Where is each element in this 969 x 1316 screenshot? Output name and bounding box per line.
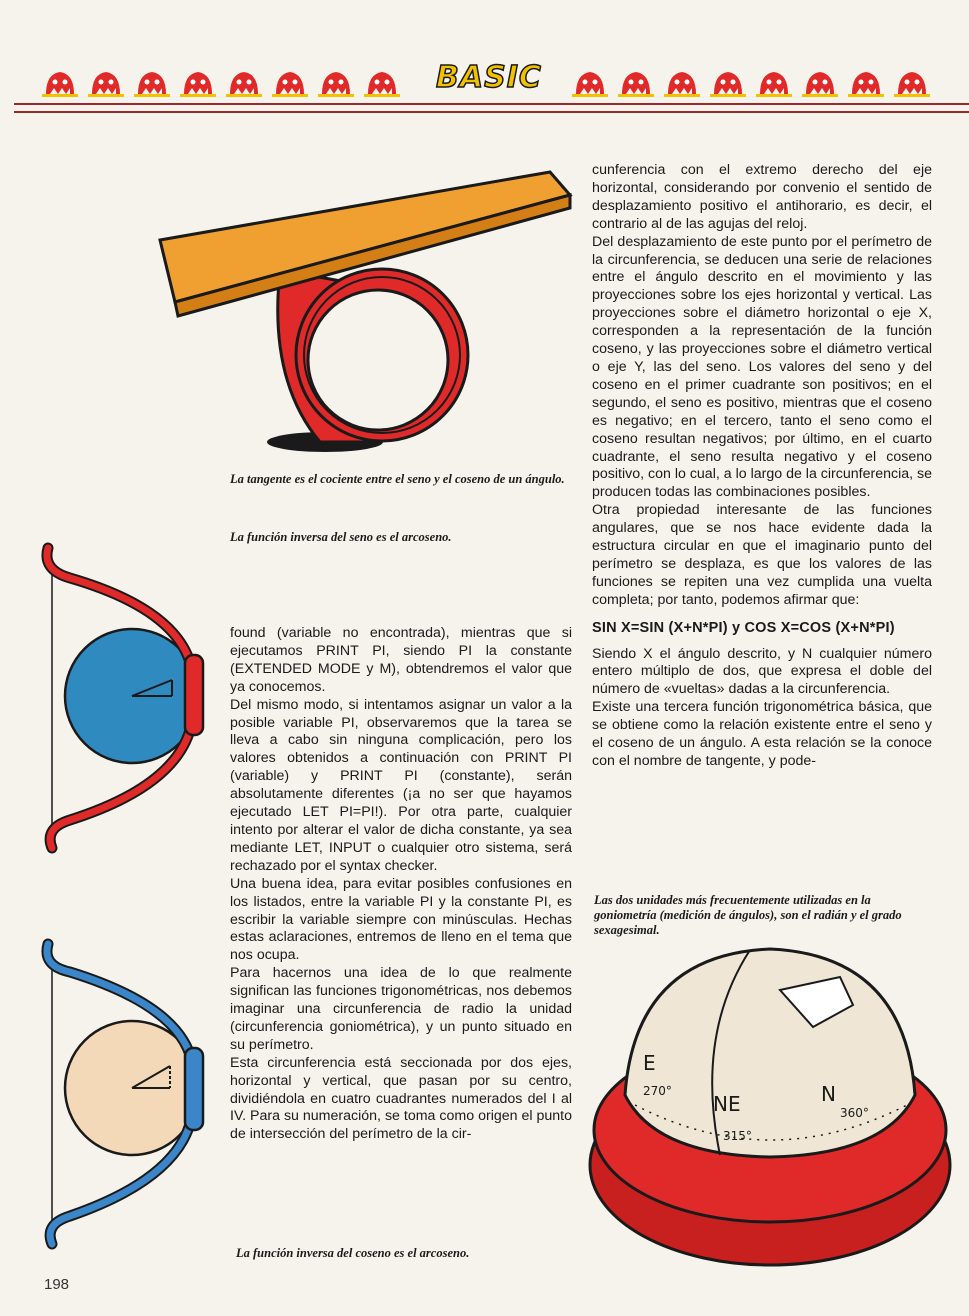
invader-icon bbox=[662, 64, 702, 100]
page-number: 198 bbox=[44, 1276, 70, 1293]
compass-label: E bbox=[643, 1051, 656, 1075]
compass-illustration bbox=[585, 935, 955, 1275]
blue-bow-illustration bbox=[30, 928, 230, 1263]
paragraph: Esta circunferencia está seccionada por dos ejes, horizontal y vertical, que pasan por su centro, dividiéndola en cuatro cuadrantes numerados del I al IV. Para su numeración, se toma como origen el punto de intersección del perímetro de la cir- bbox=[230, 1054, 572, 1143]
paragraph: Una buena idea, para evitar posibles confusiones en los listados, entre la variable PI y la constante PI, es escribir la variable siempre con minúsculas. Hechas estas aclaraciones, entremos de lleno en el tema que nos ocupa. bbox=[230, 875, 572, 964]
paragraph: Del mismo modo, si intentamos asignar un valor a la posible variable PI, observaremos que la tarea se lleva a cabo sin ninguna complicación, pero los valores obtenidos a continuación con PRINT PI (variable) y PRINT PI (constante), serán absolutamente diferentes (¡a no ser que hayamos ejecutado LET PI=PI!). Por otra parte, cualquier intento por alterar el valor de dicha constante, ya sea mediante LET, INPUT o cualquier otro sistema, será rechazado por el syntax checker. bbox=[230, 696, 572, 874]
caption-tangent: La tangente es el cociente entre el seno y el coseno de un ángulo. bbox=[230, 472, 565, 486]
invader-icon bbox=[846, 64, 886, 100]
caption-units: Las dos unidades más frecuentemente utilizadas en la goniometría (medición de ángulos), son el radián y el grado sexagesimal. bbox=[594, 893, 902, 937]
invader-icon bbox=[316, 64, 356, 100]
left-text-column bbox=[230, 625, 572, 1144]
invader-icon bbox=[708, 64, 748, 100]
invader-icon bbox=[86, 64, 126, 100]
tangent-illustration bbox=[150, 150, 580, 460]
paragraph: Siendo X el ángulo descrito, y N cualquier número entero múltiplo de dos, que expresa el doble del número de «vueltas» dadas a la circunferencia. bbox=[592, 645, 932, 698]
invader-row-left bbox=[40, 64, 402, 104]
compass-label: 315° bbox=[723, 1129, 752, 1143]
caption-arcsine: La función inversa del seno es el arcoseno. bbox=[230, 530, 452, 544]
red-bow-illustration bbox=[30, 530, 230, 865]
invader-icon bbox=[132, 64, 172, 100]
invader-icon bbox=[800, 64, 840, 100]
page-header bbox=[0, 0, 969, 112]
invader-icon bbox=[224, 64, 264, 100]
invader-icon bbox=[178, 64, 218, 100]
basic-logo: BASIC bbox=[436, 60, 542, 95]
paragraph: Existe una tercera función trigonométrica básica, que se obtiene como la relación existente entre el seno y el coseno de un ángulo. A esta relación se la conoce con el nombre de tangente, y pode- bbox=[592, 699, 932, 769]
compass-label: N bbox=[821, 1082, 836, 1106]
right-text-column bbox=[592, 162, 932, 771]
invader-icon bbox=[616, 64, 656, 100]
invader-icon bbox=[570, 64, 610, 100]
compass-label: NE bbox=[713, 1092, 741, 1116]
invader-icon bbox=[362, 64, 402, 100]
compass-label: 270° bbox=[643, 1084, 672, 1098]
invader-row-right bbox=[570, 64, 932, 104]
paragraph: found (variable no encontrada), mientras que si ejecutamos PRINT PI, siendo PI la constante (EXTENDED MODE y M), obtendremos el valor que ya conocemos. bbox=[230, 625, 572, 695]
paragraph: cunferencia con el extremo derecho del eje horizontal, considerando por convenio el sentido de desplazamiento positivo el antihorario, es decir, el contrario al de las agujas del reloj. bbox=[592, 162, 932, 232]
invader-icon bbox=[270, 64, 310, 100]
compass-label: 360° bbox=[840, 1106, 869, 1120]
invader-icon bbox=[892, 64, 932, 100]
invader-icon bbox=[40, 64, 80, 100]
caption-arccosine: La función inversa del coseno es el arcoseno. bbox=[236, 1246, 470, 1260]
paragraph: Para hacernos una idea de lo que realmente significan las funciones trigonométricas, nos debemos imaginar una circunferencia de radio la unidad (circunferencia goniométrica), y un punto situado en su perímetro. bbox=[230, 965, 572, 1053]
header-rule bbox=[14, 103, 969, 113]
paragraph: Del desplazamiento de este punto por el perímetro de la circunferencia, se deducen una serie de relaciones entre el ángulo descrito en el movimiento y las proyecciones sobre los ejes horizontal y vertical. Las proyecciones sobre el diámetro horizontal o eje X, corresponden a la representación de la función coseno, y las proyecciones sobre el diámetro vertical o eje Y, las del seno. Los valores del seno y del coseno en el primer cuadrante son positivos; en el segundo, el seno es positivo, mientras que el coseno es negativo; en el tercero, tanto el seno como el coseno resultan negativos; por último, en el cuarto cuadrante, el seno resulta negativo y el coseno positivo, con lo cual, a lo largo de la circunferencia, se producen todas las combinaciones posibles. bbox=[592, 233, 932, 501]
invader-icon bbox=[754, 64, 794, 100]
paragraph: Otra propiedad interesante de las funciones angulares, que se nos hace evidente dada la estructura circular en que el imaginario punto del perímetro se desplaza, es que los valores de las funciones se repiten una vez cumplida una vuelta completa; por tanto, podemos afirmar que: bbox=[592, 502, 932, 608]
formula: SIN X=SIN (X+N*PI) y COS X=COS (X+N*PI) bbox=[592, 619, 895, 636]
